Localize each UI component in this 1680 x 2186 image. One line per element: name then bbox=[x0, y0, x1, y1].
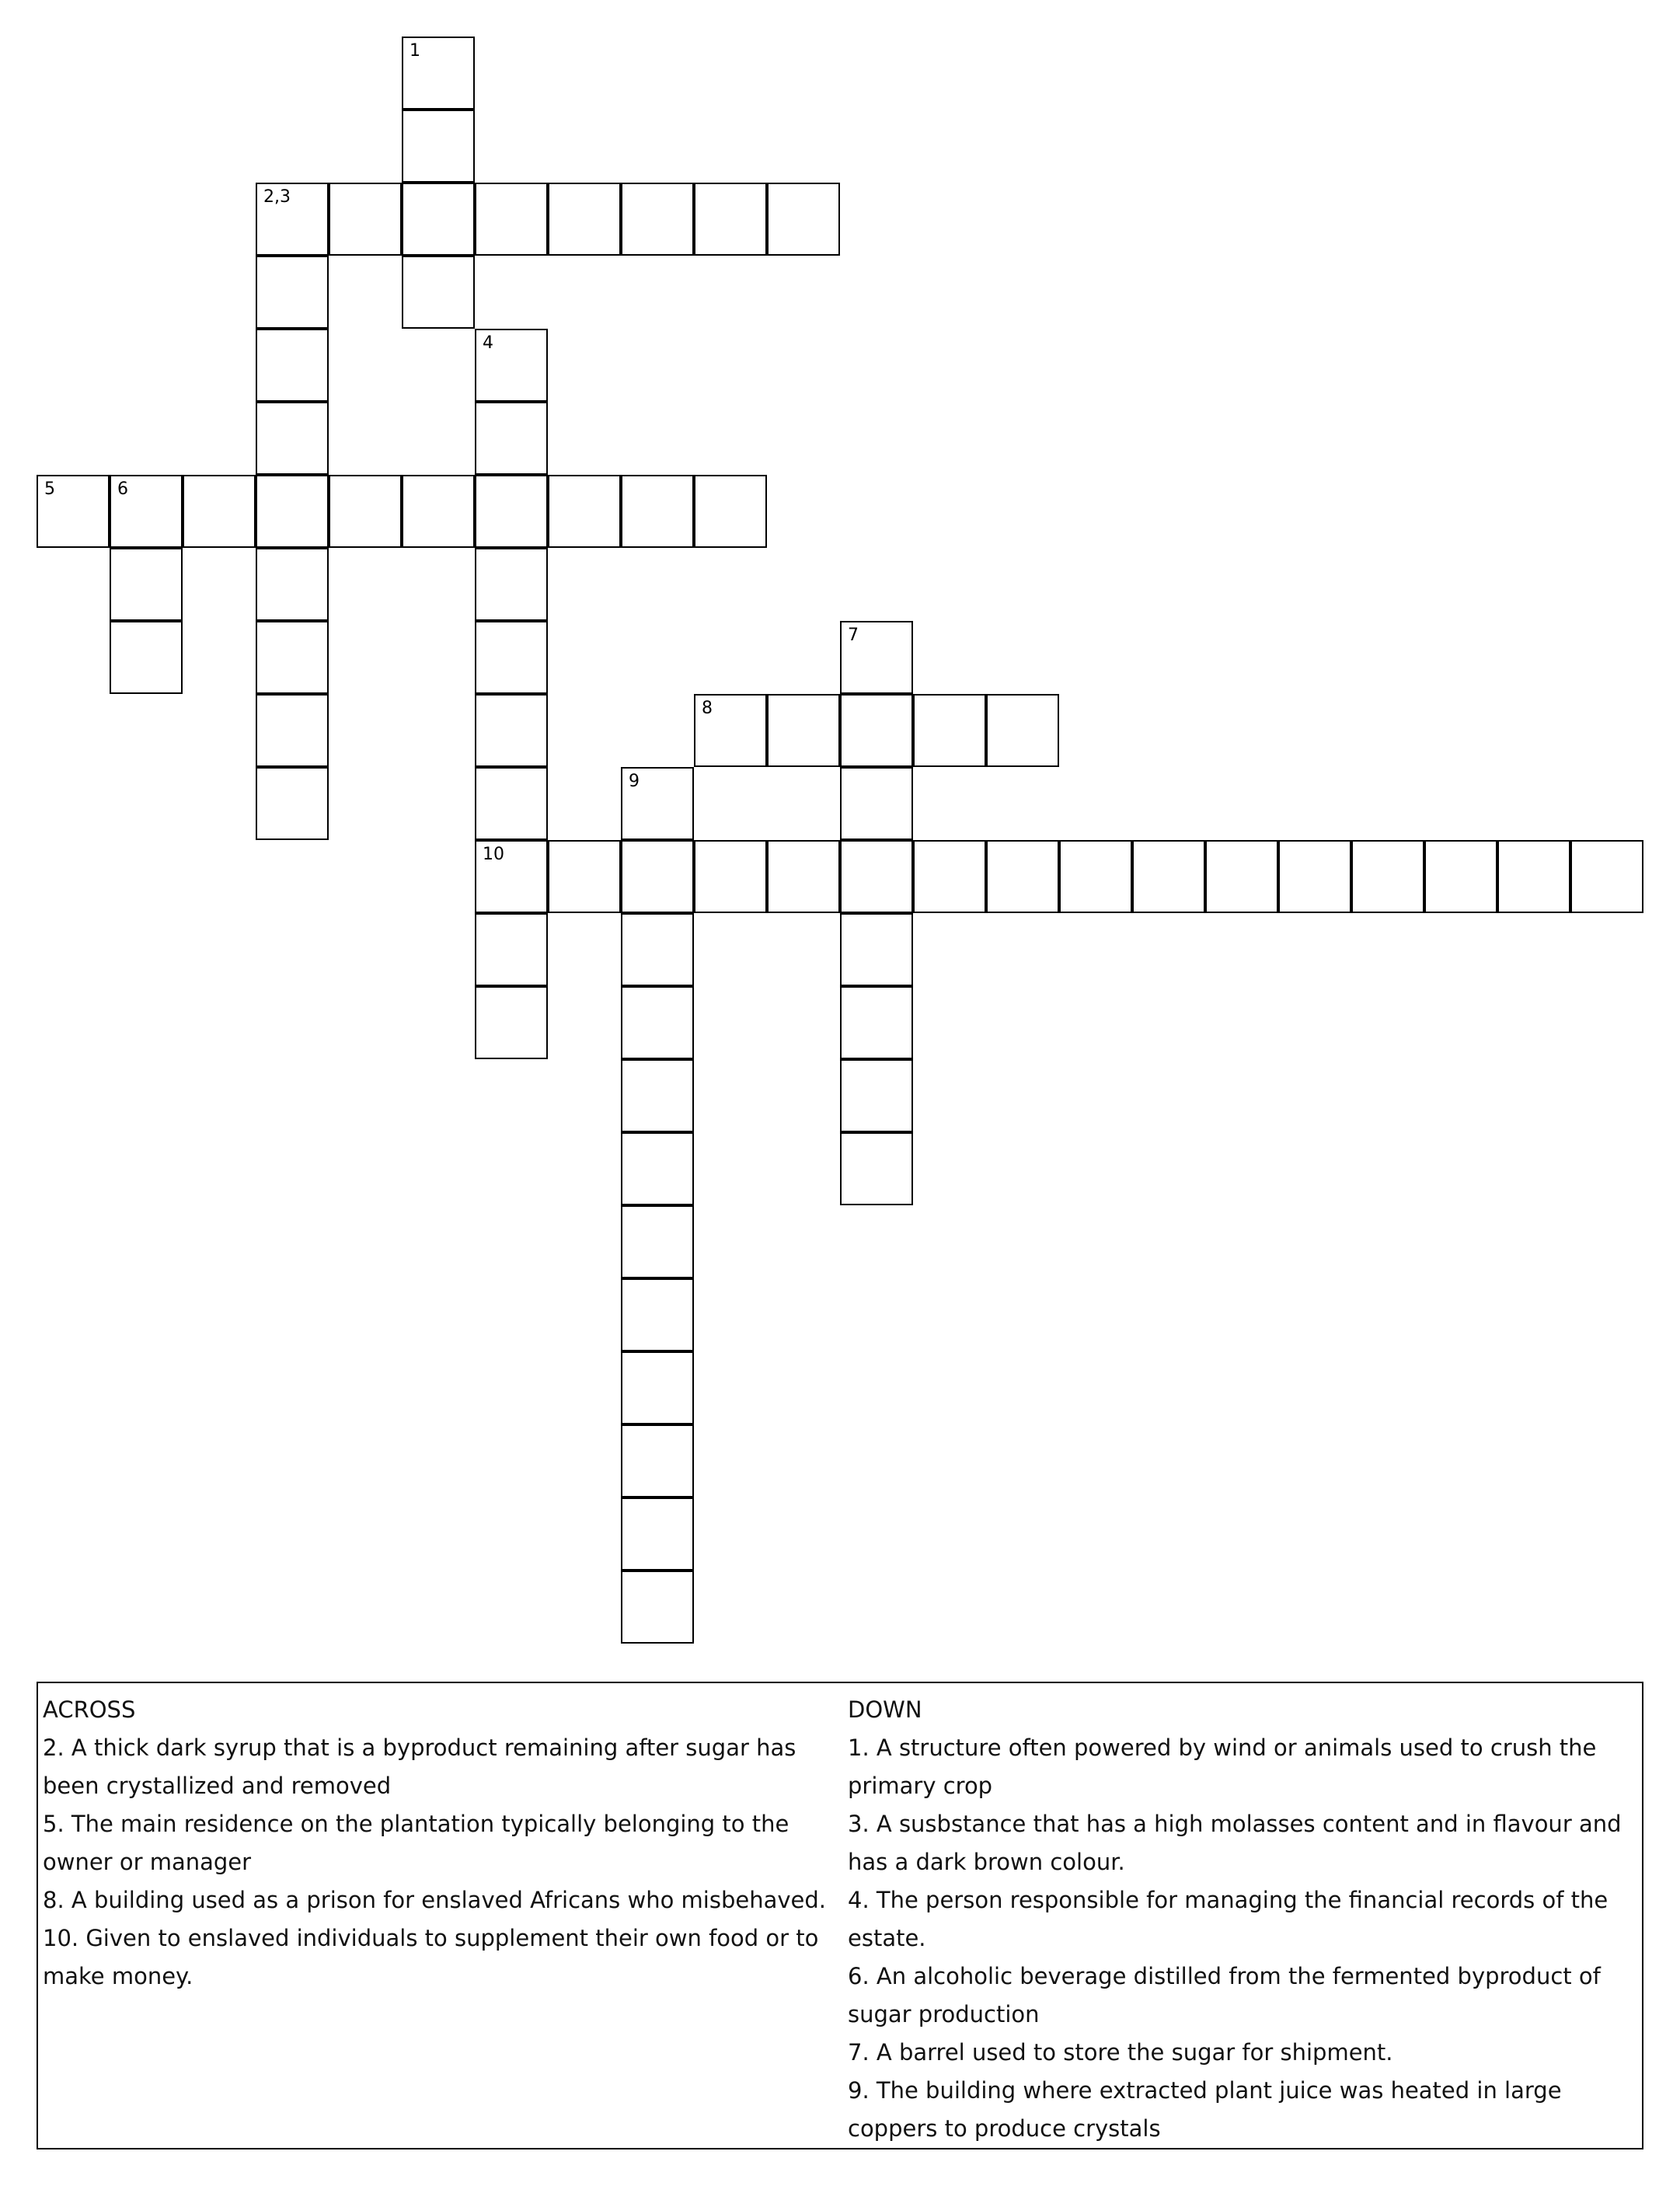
grid-cell[interactable] bbox=[767, 694, 840, 767]
grid-cell[interactable] bbox=[840, 986, 913, 1059]
grid-cell[interactable] bbox=[256, 256, 329, 329]
clue-down-1: 1. A structure often powered by wind or animals used to crush the primary crop bbox=[848, 1735, 1597, 1799]
grid-cell[interactable] bbox=[621, 1497, 694, 1571]
clue-down-9: 9. The building where extracted plant juice was heated in large coppers to produce crystals bbox=[848, 2077, 1562, 2142]
grid-cell[interactable] bbox=[913, 840, 986, 913]
grid-cell[interactable] bbox=[621, 840, 694, 913]
grid-cell[interactable] bbox=[256, 402, 329, 475]
grid-cell[interactable] bbox=[621, 1351, 694, 1424]
grid-cell[interactable] bbox=[1570, 840, 1643, 913]
grid-cell[interactable] bbox=[475, 767, 548, 840]
clue-across-2: 2. A thick dark syrup that is a byproduct remaining after sugar has been crystallized and removed bbox=[43, 1735, 796, 1799]
grid-cell[interactable] bbox=[840, 767, 913, 840]
grid-cell[interactable] bbox=[256, 621, 329, 694]
grid-cell[interactable] bbox=[621, 767, 694, 840]
grid-cell[interactable] bbox=[1278, 840, 1351, 913]
grid-cell[interactable] bbox=[548, 183, 621, 256]
grid-cell[interactable] bbox=[37, 475, 110, 548]
grid-cell[interactable] bbox=[621, 1132, 694, 1205]
grid-cell[interactable] bbox=[1059, 840, 1132, 913]
grid-cell[interactable] bbox=[402, 37, 475, 110]
clue-number: 8 bbox=[702, 699, 713, 718]
grid-cell[interactable] bbox=[548, 840, 621, 913]
grid-cell[interactable] bbox=[548, 475, 621, 548]
grid-cell[interactable] bbox=[402, 110, 475, 183]
grid-cell[interactable] bbox=[621, 183, 694, 256]
clue-number: 9 bbox=[629, 772, 640, 791]
grid-cell[interactable] bbox=[256, 329, 329, 402]
grid-cell[interactable] bbox=[621, 986, 694, 1059]
grid-cell[interactable] bbox=[913, 694, 986, 767]
grid-cell[interactable] bbox=[986, 840, 1059, 913]
grid-cell[interactable] bbox=[475, 548, 548, 621]
grid-cell[interactable] bbox=[475, 183, 548, 256]
clue-number: 4 bbox=[483, 333, 493, 353]
grid-cell[interactable] bbox=[621, 1059, 694, 1132]
grid-cell[interactable] bbox=[1497, 840, 1570, 913]
grid-cell[interactable] bbox=[1205, 840, 1278, 913]
grid-cell[interactable] bbox=[840, 840, 913, 913]
clue-across-8: 8. A building used as a prison for enslaved Africans who misbehaved. bbox=[43, 1887, 827, 1913]
clue-number: 7 bbox=[848, 626, 859, 645]
grid-cell[interactable] bbox=[475, 913, 548, 986]
grid-cell[interactable] bbox=[329, 183, 402, 256]
grid-cell[interactable] bbox=[475, 840, 548, 913]
across-heading: ACROSS bbox=[43, 1696, 136, 1723]
grid-cell[interactable] bbox=[256, 767, 329, 840]
grid-cell[interactable] bbox=[402, 183, 475, 256]
grid-cell[interactable] bbox=[621, 1278, 694, 1351]
grid-cell[interactable] bbox=[329, 475, 402, 548]
clue-number: 6 bbox=[117, 479, 128, 499]
down-clues bbox=[848, 1691, 1633, 2148]
grid-cell[interactable] bbox=[110, 621, 183, 694]
grid-cell[interactable] bbox=[256, 548, 329, 621]
grid-cell[interactable] bbox=[475, 694, 548, 767]
grid-cell[interactable] bbox=[402, 475, 475, 548]
grid-cell[interactable] bbox=[475, 621, 548, 694]
grid-cell[interactable] bbox=[110, 548, 183, 621]
grid-cell[interactable] bbox=[840, 1059, 913, 1132]
clue-down-4: 4. The person responsible for managing the financial records of the estate. bbox=[848, 1887, 1609, 1951]
grid-cell[interactable] bbox=[1351, 840, 1424, 913]
clue-across-5: 5. The main residence on the plantation typically belonging to the owner or manager bbox=[43, 1811, 789, 1875]
grid-cell[interactable] bbox=[694, 694, 767, 767]
grid-cell[interactable] bbox=[475, 402, 548, 475]
grid-cell[interactable] bbox=[475, 329, 548, 402]
grid-cell[interactable] bbox=[1132, 840, 1205, 913]
grid-cell[interactable] bbox=[621, 913, 694, 986]
grid-cell[interactable] bbox=[256, 475, 329, 548]
down-heading: DOWN bbox=[848, 1696, 922, 1723]
grid-cell[interactable] bbox=[256, 183, 329, 256]
grid-cell[interactable] bbox=[256, 694, 329, 767]
grid-cell[interactable] bbox=[840, 621, 913, 694]
grid-cell[interactable] bbox=[621, 1424, 694, 1497]
clue-box bbox=[37, 1682, 1643, 2149]
grid-cell[interactable] bbox=[475, 475, 548, 548]
grid-cell[interactable] bbox=[694, 475, 767, 548]
grid-cell[interactable] bbox=[402, 256, 475, 329]
grid-cell[interactable] bbox=[110, 475, 183, 548]
grid-cell[interactable] bbox=[767, 183, 840, 256]
grid-cell[interactable] bbox=[767, 840, 840, 913]
grid-cell[interactable] bbox=[840, 694, 913, 767]
grid-cell[interactable] bbox=[986, 694, 1059, 767]
clue-down-3: 3. A susbstance that has a high molasses content and in flavour and has a dark brown colour. bbox=[848, 1811, 1622, 1875]
clue-number: 2,3 bbox=[263, 187, 291, 207]
grid-cell[interactable] bbox=[840, 913, 913, 986]
clue-number: 5 bbox=[44, 479, 55, 499]
grid-cell[interactable] bbox=[621, 1205, 694, 1278]
clue-down-7: 7. A barrel used to store the sugar for shipment. bbox=[848, 2039, 1393, 2066]
grid-cell[interactable] bbox=[475, 986, 548, 1059]
grid-cell[interactable] bbox=[694, 840, 767, 913]
grid-cell[interactable] bbox=[621, 1571, 694, 1644]
across-clues bbox=[43, 1691, 835, 1996]
grid-cell[interactable] bbox=[621, 475, 694, 548]
grid-cell[interactable] bbox=[840, 1132, 913, 1205]
clue-number: 10 bbox=[483, 845, 504, 864]
clue-across-10: 10. Given to enslaved individuals to supplement their own food or to make money. bbox=[43, 1925, 819, 1989]
clue-down-6: 6. An alcoholic beverage distilled from the fermented byproduct of sugar production bbox=[848, 1963, 1601, 2027]
grid-cell[interactable] bbox=[1424, 840, 1497, 913]
grid-cell[interactable] bbox=[694, 183, 767, 256]
clue-number: 1 bbox=[410, 41, 420, 61]
grid-cell[interactable] bbox=[183, 475, 256, 548]
